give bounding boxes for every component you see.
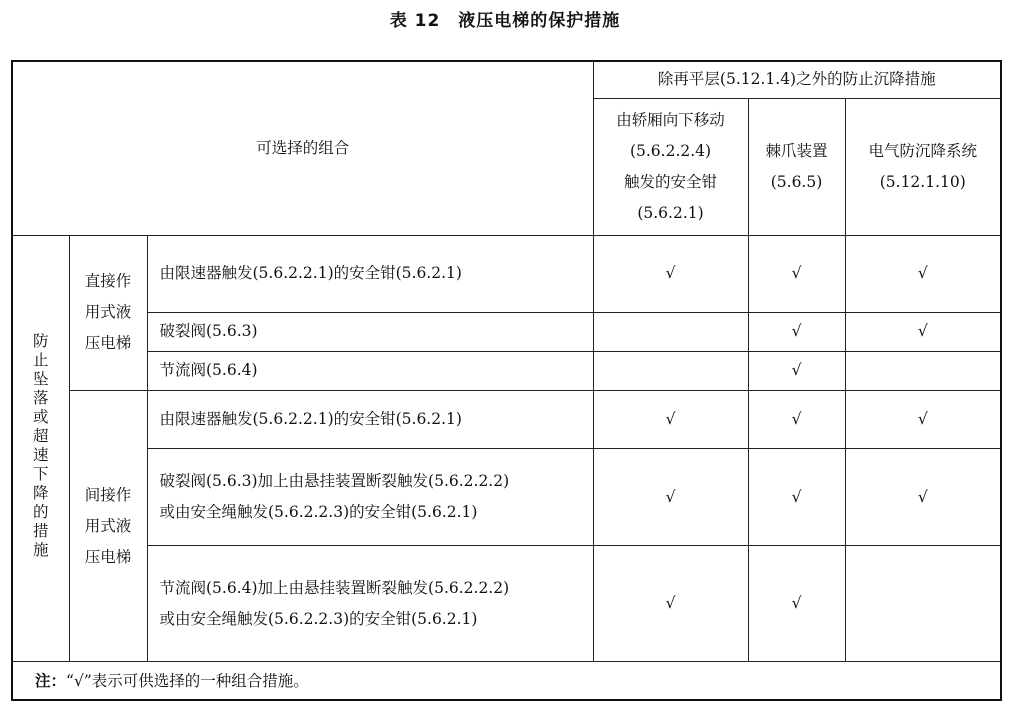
table-row xyxy=(12,546,1001,662)
check-cell: √ xyxy=(748,390,845,448)
table-row xyxy=(12,351,1001,390)
header-line: 电气防沉降系统 xyxy=(868,141,978,160)
table-row xyxy=(12,235,1001,312)
check-cell: √ xyxy=(593,235,748,312)
header-line: (5.12.1.10) xyxy=(879,172,966,191)
check-cell: √ xyxy=(593,390,748,448)
table-row xyxy=(12,449,1001,546)
row-label: 破裂阀(5.6.3) xyxy=(147,312,593,351)
check-cell: √ xyxy=(845,312,1001,351)
row-label xyxy=(147,546,593,662)
note-label: 注： xyxy=(35,670,67,690)
check-cell xyxy=(845,351,1001,390)
header-line: (5.6.5) xyxy=(770,172,823,191)
check-cell: √ xyxy=(748,235,845,312)
row-label-line: 或由安全绳触发(5.6.2.2.3)的安全钳(5.6.2.1) xyxy=(159,503,478,522)
check-cell xyxy=(845,546,1001,662)
row-label-line: 节流阀(5.6.4)加上由悬挂装置断裂触发(5.6.2.2.2) xyxy=(159,578,510,597)
row-label xyxy=(147,449,593,546)
check-cell: √ xyxy=(845,235,1001,312)
header-measures-group: 除再平层(5.12.1.4)之外的防止沉降措施 xyxy=(593,61,1001,98)
check-cell: √ xyxy=(593,449,748,546)
check-cell: √ xyxy=(748,546,845,662)
note-text: “√”表示可供选择的一种组合措施。 xyxy=(66,671,309,690)
check-cell: √ xyxy=(845,449,1001,546)
header-col-electric-anti-creep xyxy=(845,98,1001,235)
header-line: 由轿厢向下移动 xyxy=(616,110,725,129)
protection-measures-table xyxy=(11,60,1002,701)
check-cell: √ xyxy=(593,546,748,662)
header-col-car-movement xyxy=(593,98,748,235)
check-cell: √ xyxy=(748,312,845,351)
check-cell xyxy=(593,312,748,351)
check-cell xyxy=(593,351,748,390)
row-label: 节流阀(5.6.4) xyxy=(147,351,593,390)
header-line: 棘爪装置 xyxy=(765,141,828,160)
header-line: (5.6.2.1) xyxy=(637,203,704,222)
check-cell: √ xyxy=(845,390,1001,448)
table-title: 表 12 液压电梯的保护措施 xyxy=(389,11,621,31)
header-line: (5.6.2.2.4) xyxy=(629,141,712,160)
row-label: 由限速器触发(5.6.2.2.1)的安全钳(5.6.2.1) xyxy=(147,390,593,448)
table-note xyxy=(12,662,1001,700)
note-row xyxy=(12,662,1001,700)
row-label-line: 破裂阀(5.6.3)加上由悬挂装置断裂触发(5.6.2.2.2) xyxy=(159,472,510,491)
row-label-line: 或由安全绳触发(5.6.2.2.3)的安全钳(5.6.2.1) xyxy=(159,609,478,628)
header-col-pawl-device xyxy=(748,98,845,235)
group-direct: 直接作用式液压电梯 xyxy=(69,235,147,390)
check-cell: √ xyxy=(748,351,845,390)
table-row xyxy=(12,390,1001,448)
header-combination: 可选择的组合 xyxy=(12,61,593,235)
header-line: 触发的安全钳 xyxy=(624,172,718,191)
check-cell: √ xyxy=(748,449,845,546)
table-row xyxy=(12,312,1001,351)
group-indirect: 间接作用式液压电梯 xyxy=(69,390,147,661)
side-label: 防止坠落或超速下降的措施 xyxy=(12,235,69,662)
row-label: 由限速器触发(5.6.2.2.1)的安全钳(5.6.2.1) xyxy=(147,235,593,312)
